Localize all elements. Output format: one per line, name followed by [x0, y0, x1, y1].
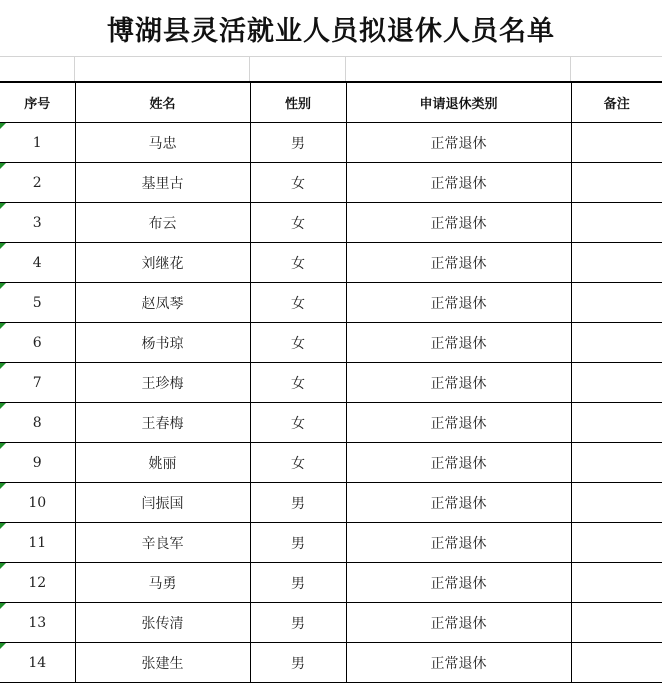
cell-index[interactable]: [0, 203, 75, 243]
cell-category[interactable]: [346, 643, 571, 683]
cell-gender-text: 女: [291, 175, 305, 192]
number-stored-as-text-marker: [0, 603, 6, 609]
cell-index[interactable]: [0, 523, 75, 563]
blank-cell[interactable]: [250, 57, 346, 81]
number-stored-as-text-marker: [0, 323, 6, 329]
cell-index-text: 8: [32, 414, 42, 431]
cell-category-text: 正常退休: [430, 495, 487, 512]
number-stored-as-text-marker: [0, 403, 6, 409]
table-row: [0, 403, 662, 443]
cell-gender-text: 男: [291, 615, 305, 632]
cell-gender[interactable]: [250, 563, 346, 603]
cell-name[interactable]: [75, 643, 250, 683]
cell-gender-text: 男: [291, 535, 305, 552]
cell-category-text: 正常退休: [430, 335, 487, 352]
cell-name[interactable]: [75, 163, 250, 203]
header-index[interactable]: 序号: [0, 82, 75, 123]
cell-gender-text: 女: [291, 335, 305, 352]
blank-cell[interactable]: [0, 57, 75, 81]
cell-category-text: 正常退休: [430, 535, 487, 552]
number-stored-as-text-marker: [0, 643, 6, 649]
cell-index-text: 3: [32, 214, 42, 231]
cell-category[interactable]: [346, 443, 571, 483]
number-stored-as-text-marker: [0, 203, 6, 209]
cell-category[interactable]: [346, 163, 571, 203]
cell-index[interactable]: [0, 603, 75, 643]
cell-remarks[interactable]: [571, 483, 662, 523]
cell-category-text: 正常退休: [430, 655, 487, 672]
cell-name-text: 马忠: [148, 135, 177, 152]
cell-name[interactable]: [75, 523, 250, 563]
cell-remarks[interactable]: [571, 283, 662, 323]
table-row: [0, 123, 662, 163]
cell-name[interactable]: [75, 403, 250, 443]
cell-gender-text: 女: [291, 295, 305, 312]
cell-name[interactable]: [75, 563, 250, 603]
number-stored-as-text-marker: [0, 163, 6, 169]
cell-name[interactable]: [75, 603, 250, 643]
cell-name-text: 马勇: [148, 575, 177, 592]
cell-name-text: 杨书琼: [141, 335, 184, 352]
cell-name-text: 闫振国: [141, 495, 184, 512]
cell-index-text: 4: [32, 254, 42, 271]
header-category[interactable]: 申请退休类别: [346, 82, 571, 123]
cell-gender[interactable]: [250, 643, 346, 683]
cell-category-text: 正常退休: [430, 415, 487, 432]
table-row: [0, 203, 662, 243]
cell-gender[interactable]: [250, 123, 346, 163]
cell-remarks[interactable]: [571, 643, 662, 683]
page-title: 博湖县灵活就业人员拟退休人员名单: [107, 15, 555, 47]
cell-gender-text: 女: [291, 215, 305, 232]
cell-name-text: 王珍梅: [141, 375, 184, 392]
cell-category[interactable]: [346, 123, 571, 163]
cell-gender[interactable]: [250, 243, 346, 283]
cell-remarks[interactable]: [571, 203, 662, 243]
table-body: [0, 123, 662, 683]
cell-category[interactable]: [346, 363, 571, 403]
table-row: [0, 443, 662, 483]
cell-gender[interactable]: [250, 403, 346, 443]
table-row: [0, 363, 662, 403]
cell-remarks[interactable]: [571, 403, 662, 443]
cell-name[interactable]: [75, 243, 250, 283]
cell-index[interactable]: [0, 643, 75, 683]
table-header-row: [0, 82, 662, 123]
cell-remarks[interactable]: [571, 243, 662, 283]
cell-remarks[interactable]: [571, 443, 662, 483]
cell-gender[interactable]: [250, 283, 346, 323]
title-row: [0, 0, 662, 57]
blank-cell[interactable]: [346, 57, 571, 81]
cell-index[interactable]: [0, 403, 75, 443]
cell-remarks[interactable]: [571, 163, 662, 203]
table-row: [0, 563, 662, 603]
cell-name-text: 刘继花: [141, 255, 184, 272]
cell-gender[interactable]: [250, 203, 346, 243]
table-row: [0, 163, 662, 203]
cell-name-text: 辛良军: [141, 535, 184, 552]
cell-index[interactable]: [0, 363, 75, 403]
cell-category-text: 正常退休: [430, 375, 487, 392]
cell-gender[interactable]: [250, 483, 346, 523]
cell-name[interactable]: [75, 363, 250, 403]
cell-remarks[interactable]: [571, 523, 662, 563]
cell-category-text: 正常退休: [430, 455, 487, 472]
cell-category-text: 正常退休: [430, 215, 487, 232]
cell-gender-text: 女: [291, 375, 305, 392]
cell-gender-text: 男: [291, 575, 305, 592]
number-stored-as-text-marker: [0, 483, 6, 489]
cell-category-text: 正常退休: [430, 615, 487, 632]
cell-index[interactable]: [0, 323, 75, 363]
cell-gender[interactable]: [250, 603, 346, 643]
cell-name-text: 张建生: [141, 655, 184, 672]
cell-remarks[interactable]: [571, 363, 662, 403]
cell-index-text: 2: [32, 174, 42, 191]
cell-gender-text: 男: [291, 495, 305, 512]
cell-index[interactable]: [0, 163, 75, 203]
cell-name-text: 张传清: [141, 615, 184, 632]
cell-category[interactable]: [346, 603, 571, 643]
header-remarks[interactable]: 备注: [571, 82, 662, 123]
blank-cell[interactable]: [75, 57, 250, 81]
cell-gender-text: 女: [291, 415, 305, 432]
number-stored-as-text-marker: [0, 243, 6, 249]
cell-index-text: 11: [28, 534, 47, 551]
number-stored-as-text-marker: [0, 363, 6, 369]
cell-category[interactable]: [346, 243, 571, 283]
table-row: [0, 603, 662, 643]
cell-remarks[interactable]: [571, 603, 662, 643]
cell-index-text: 7: [32, 374, 42, 391]
cell-category-text: 正常退休: [430, 295, 487, 312]
cell-index[interactable]: [0, 283, 75, 323]
cell-index[interactable]: [0, 443, 75, 483]
retiree-table: [0, 81, 662, 683]
cell-name-text: 王春梅: [141, 415, 184, 432]
table-row: [0, 283, 662, 323]
number-stored-as-text-marker: [0, 523, 6, 529]
cell-remarks[interactable]: [571, 323, 662, 363]
cell-index-text: 1: [32, 134, 42, 151]
cell-name[interactable]: [75, 483, 250, 523]
header-gender[interactable]: 性别: [250, 82, 346, 123]
cell-category[interactable]: [346, 563, 571, 603]
cell-remarks[interactable]: [571, 563, 662, 603]
cell-gender[interactable]: [250, 163, 346, 203]
cell-name[interactable]: [75, 323, 250, 363]
cell-gender[interactable]: [250, 323, 346, 363]
cell-index-text: 12: [28, 574, 47, 591]
cell-gender-text: 女: [291, 255, 305, 272]
cell-category-text: 正常退休: [430, 575, 487, 592]
blank-spacer-row: [0, 57, 662, 81]
cell-index-text: 13: [28, 614, 47, 631]
cell-gender-text: 男: [291, 655, 305, 672]
cell-name[interactable]: [75, 443, 250, 483]
cell-index[interactable]: [0, 243, 75, 283]
cell-index[interactable]: [0, 483, 75, 523]
cell-index[interactable]: [0, 123, 75, 163]
cell-category[interactable]: [346, 203, 571, 243]
cell-name-text: 赵凤琴: [141, 295, 184, 312]
cell-gender[interactable]: [250, 363, 346, 403]
cell-index[interactable]: [0, 563, 75, 603]
cell-index-text: 5: [32, 294, 42, 311]
cell-gender[interactable]: [250, 523, 346, 563]
cell-index-text: 14: [28, 654, 47, 671]
cell-category-text: 正常退休: [430, 135, 487, 152]
number-stored-as-text-marker: [0, 443, 6, 449]
number-stored-as-text-marker: [0, 283, 6, 289]
cell-category-text: 正常退休: [430, 175, 487, 192]
table-row: [0, 643, 662, 683]
table-row: [0, 243, 662, 283]
table-row: [0, 323, 662, 363]
table-row: [0, 523, 662, 563]
cell-gender-text: 男: [291, 135, 305, 152]
cell-index-text: 6: [32, 334, 42, 351]
cell-name-text: 基里古: [141, 175, 184, 192]
cell-name[interactable]: [75, 123, 250, 163]
number-stored-as-text-marker: [0, 563, 6, 569]
cell-gender[interactable]: [250, 443, 346, 483]
cell-gender-text: 女: [291, 455, 305, 472]
cell-category[interactable]: [346, 483, 571, 523]
cell-index-text: 9: [32, 454, 42, 471]
cell-category[interactable]: [346, 283, 571, 323]
cell-category[interactable]: [346, 323, 571, 363]
blank-cell[interactable]: [571, 57, 662, 81]
cell-category-text: 正常退休: [430, 255, 487, 272]
cell-category[interactable]: [346, 403, 571, 443]
cell-name[interactable]: [75, 203, 250, 243]
cell-index-text: 10: [28, 494, 47, 511]
cell-category[interactable]: [346, 523, 571, 563]
number-stored-as-text-marker: [0, 123, 6, 129]
cell-name-text: 布云: [148, 215, 177, 232]
cell-name-text: 姚丽: [148, 455, 177, 472]
table-row: [0, 483, 662, 523]
cell-name[interactable]: [75, 283, 250, 323]
header-name[interactable]: 姓名: [75, 82, 250, 123]
cell-remarks[interactable]: [571, 123, 662, 163]
